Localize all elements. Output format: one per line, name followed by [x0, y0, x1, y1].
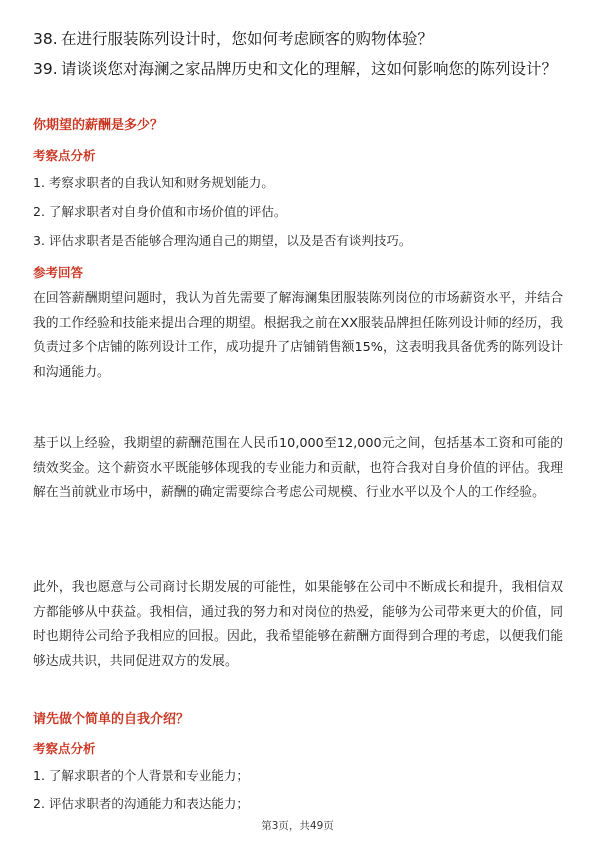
analysis-item: 2. 评估求职者的沟通能力和表达能力；	[33, 796, 249, 811]
question-number: 39.	[33, 60, 58, 78]
analysis-title: 考察点分析	[33, 741, 96, 756]
question-item-39	[33, 57, 566, 81]
answer-paragraph-3: 此外，我也愿意与公司商讨长期发展的可能性，如果能够在公司中不断成长和提升，我相信双方都能够从中获益。我相信，通过我的努力和对岗位的热爱，能够为公司带来更大的价值，同时也期待公司给予我相应的回报。因此，我希望能够在薪酬方面得到合理的考虑，以便我们能够达成共识，共同促进双方的发展。	[33, 580, 563, 669]
question-text: 在进行服装陈列设计时，您如何考虑顾客的购物体验？	[61, 30, 434, 48]
answer-paragraph-1: 在回答薪酬期望问题时，我认为首先需要了解海澜集团服装陈列岗位的市场薪资水平，并结合我的工作经验和技能来提出合理的期望。根据我之前在XX服装品牌担任陈列设计师的经历，我负责过多个店铺的陈列设计工作，成功提升了店铺销售额15%，这表明我具备优秀的陈列设计和沟通能力。	[33, 291, 563, 380]
question-item-38	[33, 27, 561, 51]
section-title-self-intro: 请先做个简单的自我介绍？	[33, 712, 190, 727]
analysis-item: 3. 评估求职者是否能够合理沟通自己的期望，以及是否有谈判技巧。	[33, 233, 412, 248]
section-title-salary: 你期望的薪酬是多少？	[33, 118, 164, 133]
question-number: 38.	[33, 30, 58, 48]
analysis-item: 2. 了解求职者对自身价值和市场价值的评估。	[33, 204, 287, 219]
page-number: 第3页，共49页	[261, 820, 334, 832]
analysis-item: 1. 了解求职者的个人背景和专业能力；	[33, 768, 249, 783]
question-text: 请谈谈您对海澜之家品牌历史和文化的理解，这如何影响您的陈列设计？	[61, 60, 558, 78]
answer-paragraph-2: 基于以上经验，我期望的薪酬范围在人民币10,000至12,000元之间，包括基本工资和可能的绩效奖金。这个薪资水平既能够体现我的专业能力和贡献，也符合我对自身价值的评估。我理解在当前就业市场中，薪酬的确定需要综合考虑公司规模、行业水平以及个人的工作经验。	[33, 436, 563, 500]
analysis-item: 1. 考察求职者的自我认知和财务规划能力。	[33, 175, 274, 190]
analysis-title: 考察点分析	[33, 148, 96, 163]
answer-title: 参考回答	[33, 265, 84, 280]
